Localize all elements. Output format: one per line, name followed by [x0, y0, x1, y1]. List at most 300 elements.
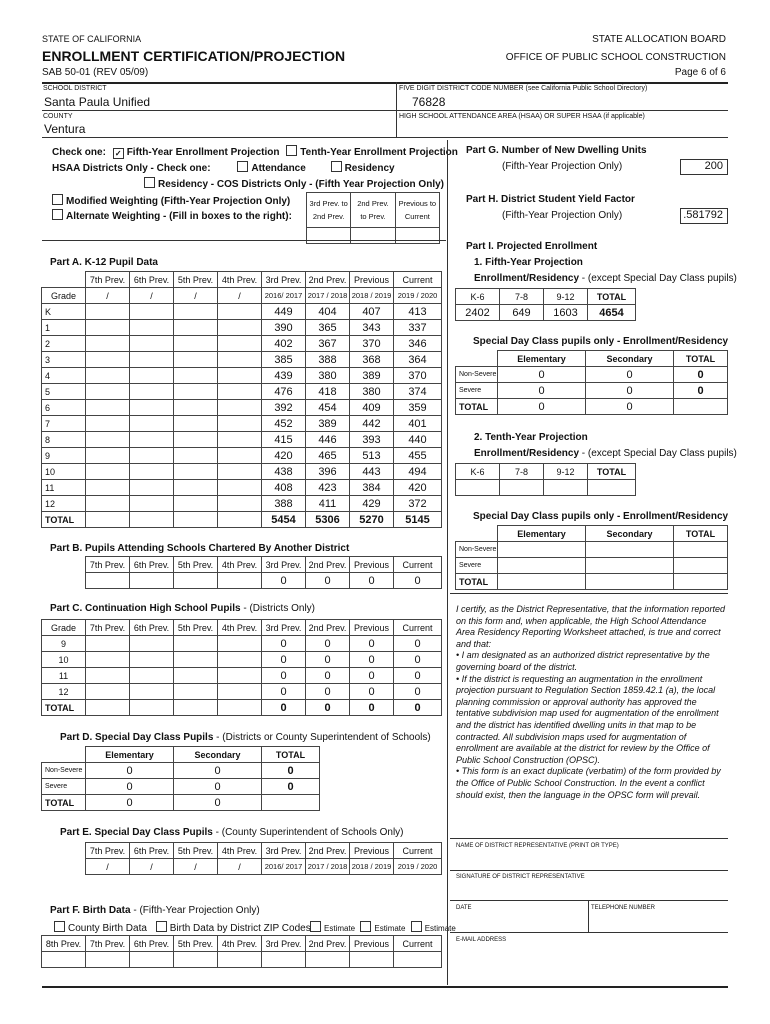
part-a-value-cell[interactable]: 442 — [350, 416, 394, 432]
part-a-empty-cell[interactable] — [174, 304, 218, 320]
part-a-empty-cell[interactable] — [174, 368, 218, 384]
date-field[interactable] — [450, 914, 588, 932]
tenth-sdc-cell[interactable] — [498, 542, 586, 558]
part-c-value-cell[interactable]: 0 — [394, 684, 442, 700]
table-row — [42, 668, 442, 684]
weighting-header-2: 2nd Prev. to Prev. — [351, 193, 395, 228]
part-a-empty-cell[interactable] — [130, 368, 174, 384]
part-a-value-cell[interactable]: 420 — [394, 480, 442, 496]
part-a-empty-cell[interactable] — [86, 384, 130, 400]
part-a-value-cell[interactable]: 494 — [394, 464, 442, 480]
part-d-value-cell[interactable]: 0 — [86, 763, 174, 779]
part-c-value-cell[interactable]: 0 — [262, 668, 306, 684]
part-a-total-cell[interactable] — [218, 512, 262, 528]
part-b-current[interactable]: 0 — [394, 573, 442, 589]
part-a-value-cell[interactable]: 408 — [262, 480, 306, 496]
sdc-value-cell[interactable] — [674, 399, 728, 415]
part-c-value-cell[interactable]: 0 — [394, 636, 442, 652]
part-c-empty-cell[interactable] — [86, 652, 130, 668]
part-a-total-cell[interactable] — [86, 512, 130, 528]
tenth-sdc-cell[interactable] — [586, 558, 674, 574]
grade-label: 5 — [42, 384, 86, 400]
part-f-cell[interactable] — [42, 952, 86, 968]
email-field[interactable] — [450, 946, 728, 966]
part-b-3rd[interactable]: 0 — [262, 573, 306, 589]
part-c-value-cell[interactable]: 0 — [394, 652, 442, 668]
residency-checkbox[interactable] — [331, 161, 342, 172]
part-a-value-cell[interactable]: 420 — [262, 448, 306, 464]
part-c-value-cell[interactable]: 0 — [350, 652, 394, 668]
part-a-total-2nd[interactable]: 5306 — [306, 512, 350, 528]
part-c-value-cell[interactable]: 0 — [262, 684, 306, 700]
part-a-empty-cell[interactable] — [174, 352, 218, 368]
part-a-value-cell[interactable]: 413 — [394, 304, 442, 320]
part-c-empty-cell[interactable] — [174, 652, 218, 668]
rep-name-field[interactable] — [450, 852, 728, 870]
part-c-value-cell[interactable]: 0 — [394, 668, 442, 684]
sdc-value-cell[interactable]: 0 — [674, 383, 728, 399]
part-a-empty-cell[interactable] — [86, 336, 130, 352]
part-e-title-row — [60, 827, 404, 838]
part-a-value-cell[interactable]: 380 — [306, 368, 350, 384]
tenth-col-912: 9-12 — [544, 464, 588, 480]
part-c-empty-cell[interactable] — [86, 636, 130, 652]
part-c-value-cell[interactable]: 0 — [350, 684, 394, 700]
part-h-title: Part H. District Student Yield Factor — [466, 194, 635, 205]
part-b-col: 2nd Prev. — [306, 557, 350, 573]
grade-label: K — [42, 304, 86, 320]
part-a-empty-cell[interactable] — [218, 304, 262, 320]
part-c-total-cell[interactable] — [174, 700, 218, 716]
state-label: STATE OF CALIFORNIA — [42, 34, 142, 44]
part-a-total-cell[interactable] — [174, 512, 218, 528]
part-c-col: 6th Prev. — [130, 620, 174, 636]
part-a-empty-cell[interactable] — [130, 496, 174, 512]
part-c-empty-cell[interactable] — [174, 684, 218, 700]
part-a-empty-cell[interactable] — [86, 352, 130, 368]
part-a-value-cell[interactable]: 429 — [350, 496, 394, 512]
estimate-checkbox-3[interactable] — [411, 921, 422, 932]
part-a-empty-cell[interactable] — [218, 320, 262, 336]
part-a-empty-cell[interactable] — [218, 336, 262, 352]
part-a-grade-header: Grade — [42, 288, 86, 304]
part-d-row-label: Severe — [42, 779, 86, 795]
part-a-empty-cell[interactable] — [86, 496, 130, 512]
part-e-slash: / — [86, 859, 130, 875]
part-a-empty-cell[interactable] — [130, 336, 174, 352]
grade-label: 7 — [42, 416, 86, 432]
part-a-value-cell[interactable]: 455 — [394, 448, 442, 464]
table-row — [42, 432, 442, 448]
part-a-empty-cell[interactable] — [174, 336, 218, 352]
part-c-col: 5th Prev. — [174, 620, 218, 636]
sdc-value-cell[interactable]: 0 — [498, 367, 586, 383]
part-a-value-cell[interactable]: 401 — [394, 416, 442, 432]
grade-label: 6 — [42, 400, 86, 416]
part-f-cell[interactable] — [262, 952, 306, 968]
part-g-title: Part G. Number of New Dwelling Units — [466, 145, 647, 156]
part-c-value-cell[interactable]: 0 — [350, 636, 394, 652]
attendance-checkbox[interactable] — [237, 161, 248, 172]
tenth-sdc-col-total: TOTAL — [674, 526, 728, 542]
part-a-value-cell[interactable]: 411 — [306, 496, 350, 512]
part-a-empty-cell[interactable] — [174, 400, 218, 416]
tenth-cell[interactable] — [500, 480, 544, 496]
part-a-empty-cell[interactable] — [174, 496, 218, 512]
part-i-fifth-title: 1. Fifth-Year Projection — [474, 257, 583, 268]
tenth-sdc-cell[interactable] — [674, 558, 728, 574]
part-c-col: 7th Prev. — [86, 620, 130, 636]
tenth-cell[interactable] — [456, 480, 500, 496]
part-a-value-cell[interactable]: 389 — [306, 416, 350, 432]
part-a-empty-cell[interactable] — [218, 432, 262, 448]
weighting-input-1[interactable] — [307, 228, 351, 244]
part-e-col: Previous — [350, 843, 394, 859]
district-code-field[interactable]: 76828 — [412, 95, 446, 109]
tenth-year-checkbox[interactable] — [286, 145, 297, 156]
sdc-value-cell[interactable]: 0 — [674, 367, 728, 383]
part-a-empty-cell[interactable] — [218, 384, 262, 400]
alternate-weighting-checkbox[interactable] — [52, 209, 63, 220]
part-a-empty-cell[interactable] — [130, 480, 174, 496]
fifth-year-checkbox[interactable]: ✓ — [113, 148, 124, 159]
part-h-sub: (Fifth-Year Projection Only) — [502, 210, 623, 221]
part-a-value-cell[interactable]: 372 — [394, 496, 442, 512]
part-a-empty-cell[interactable] — [130, 320, 174, 336]
part-f-cell[interactable] — [130, 952, 174, 968]
part-a-value-cell[interactable]: 402 — [262, 336, 306, 352]
part-a-value-cell[interactable]: 396 — [306, 464, 350, 480]
part-a-value-cell[interactable]: 409 — [350, 400, 394, 416]
part-c-empty-cell[interactable] — [86, 684, 130, 700]
estimate-checkbox-1[interactable] — [310, 921, 321, 932]
part-a-value-cell[interactable]: 385 — [262, 352, 306, 368]
part-e-col: 4th Prev. — [218, 843, 262, 859]
part-c-empty-cell[interactable] — [130, 652, 174, 668]
part-b-col: 4th Prev. — [218, 557, 262, 573]
sdc-value-cell[interactable]: 0 — [586, 367, 674, 383]
part-a-value-cell[interactable]: 404 — [306, 304, 350, 320]
part-i-col-k6: K-6 — [456, 289, 500, 305]
part-d-value-cell[interactable]: 0 — [86, 779, 174, 795]
part-a-empty-cell[interactable] — [174, 416, 218, 432]
part-a-empty-cell[interactable] — [130, 384, 174, 400]
sdc-value-cell[interactable]: 0 — [498, 399, 586, 415]
part-c-total-3rd[interactable]: 0 — [262, 700, 306, 716]
part-d-value-cell[interactable]: 0 — [262, 779, 320, 795]
date-label: DATE — [456, 905, 472, 911]
part-c-value-cell[interactable]: 0 — [306, 652, 350, 668]
part-c-title: Part C. Continuation High School Pupils — [50, 603, 241, 614]
sdc-value-cell[interactable]: 0 — [586, 383, 674, 399]
part-a-value-cell[interactable]: 368 — [350, 352, 394, 368]
part-a-empty-cell[interactable] — [174, 480, 218, 496]
part-c-total-cell[interactable] — [86, 700, 130, 716]
estimate-checkbox-2[interactable] — [360, 921, 371, 932]
cert-paragraph: I certify, as the District Representative, that the information reported on this form and, when applicable, the High School Attendance Area Residency Reporting Worksheet attached, is true and correct and that: — [456, 604, 725, 649]
part-c-empty-cell[interactable] — [86, 668, 130, 684]
part-i-78-value[interactable]: 649 — [500, 305, 544, 321]
part-b-col: Previous — [350, 557, 394, 573]
part-i-title: Part I. Projected Enrollment — [466, 241, 598, 252]
part-a-year: 2017 / 2018 — [306, 288, 350, 304]
attendance-label: Attendance — [251, 163, 306, 174]
part-d-col-secondary: Secondary — [174, 747, 262, 763]
part-c-empty-cell[interactable] — [218, 668, 262, 684]
part-a-empty-cell[interactable] — [86, 320, 130, 336]
modified-weighting-checkbox[interactable] — [52, 194, 63, 205]
part-a-total-label: TOTAL — [42, 512, 86, 528]
part-a-empty-cell[interactable] — [174, 448, 218, 464]
part-a-empty-cell[interactable] — [218, 416, 262, 432]
part-b-previous[interactable]: 0 — [350, 573, 394, 589]
part-c-empty-cell[interactable] — [218, 636, 262, 652]
part-f-col: 3rd Prev. — [262, 936, 306, 952]
part-a-value-cell[interactable]: 452 — [262, 416, 306, 432]
part-a-empty-cell[interactable] — [218, 400, 262, 416]
part-a-col-4th: 4th Prev. — [218, 272, 262, 288]
part-a-empty-cell[interactable] — [174, 432, 218, 448]
weighting-input-3[interactable] — [395, 228, 439, 244]
part-a-value-cell[interactable]: 438 — [262, 464, 306, 480]
part-c-empty-cell[interactable] — [174, 668, 218, 684]
part-c-value-cell[interactable]: 0 — [306, 636, 350, 652]
zip-birth-checkbox[interactable] — [156, 921, 167, 932]
part-b-col: 7th Prev. — [86, 557, 130, 573]
part-a-value-cell[interactable]: 384 — [350, 480, 394, 496]
part-c-total-cell[interactable] — [218, 700, 262, 716]
part-a-value-cell[interactable]: 418 — [306, 384, 350, 400]
tenth-cell[interactable] — [544, 480, 588, 496]
tenth-year-label: Tenth-Year Enrollment Projection — [300, 147, 458, 158]
part-a-empty-cell[interactable] — [218, 352, 262, 368]
part-a-value-cell[interactable]: 364 — [394, 352, 442, 368]
part-a-value-cell[interactable]: 415 — [262, 432, 306, 448]
part-c-col: 3rd Prev. — [262, 620, 306, 636]
part-i-tenth-title: 2. Tenth-Year Projection — [474, 432, 588, 443]
cert-paragraph: • I am designated as an authorized district representative by the governing board of the district. — [456, 650, 710, 672]
part-a-value-cell[interactable]: 388 — [262, 496, 306, 512]
part-a-value-cell[interactable]: 365 — [306, 320, 350, 336]
part-a-empty-cell[interactable] — [174, 384, 218, 400]
tenth-sdc-cell[interactable] — [674, 542, 728, 558]
part-d-value-cell[interactable]: 0 — [262, 763, 320, 779]
part-f-cell[interactable] — [350, 952, 394, 968]
part-a-value-cell[interactable]: 337 — [394, 320, 442, 336]
part-a-slash: / — [86, 288, 130, 304]
part-a-empty-cell[interactable] — [86, 448, 130, 464]
part-a-empty-cell[interactable] — [86, 304, 130, 320]
part-a-empty-cell[interactable] — [130, 352, 174, 368]
part-d-value-cell[interactable]: 0 — [174, 763, 262, 779]
part-a-empty-cell[interactable] — [86, 464, 130, 480]
part-f-cell[interactable] — [174, 952, 218, 968]
part-b-cell[interactable] — [130, 573, 174, 589]
part-a-empty-cell[interactable] — [86, 400, 130, 416]
part-c-table — [41, 619, 442, 716]
part-c-total-current[interactable]: 0 — [394, 700, 442, 716]
part-a-empty-cell[interactable] — [130, 416, 174, 432]
part-a-value-cell[interactable]: 346 — [394, 336, 442, 352]
hsaa-label: HIGH SCHOOL ATTENDANCE AREA (HSAA) OR SUPER HSAA (if applicable) — [399, 113, 645, 120]
part-a-value-cell[interactable]: 407 — [350, 304, 394, 320]
part-a-value-cell[interactable]: 388 — [306, 352, 350, 368]
part-i-912-value[interactable]: 1603 — [544, 305, 588, 321]
part-a-value-cell[interactable]: 393 — [350, 432, 394, 448]
part-c-value-cell[interactable]: 0 — [262, 636, 306, 652]
part-a-empty-cell[interactable] — [218, 496, 262, 512]
part-d-value-cell[interactable]: 0 — [174, 779, 262, 795]
part-a-value-cell[interactable]: 476 — [262, 384, 306, 400]
part-a-empty-cell[interactable] — [218, 368, 262, 384]
part-a-empty-cell[interactable] — [130, 304, 174, 320]
part-f-col: 4th Prev. — [218, 936, 262, 952]
part-f-subtitle: - (Fifth-Year Projection Only) — [130, 905, 260, 916]
tenth-sdc-cell[interactable] — [586, 574, 674, 590]
part-a-value-cell[interactable]: 513 — [350, 448, 394, 464]
part-c-total-previous[interactable]: 0 — [350, 700, 394, 716]
part-f-title-row — [50, 905, 260, 916]
part-c-subtitle: - (Districts Only) — [240, 603, 316, 614]
tenth-sdc-cell[interactable] — [674, 574, 728, 590]
part-c-total-2nd[interactable]: 0 — [306, 700, 350, 716]
part-a-value-cell[interactable]: 443 — [350, 464, 394, 480]
part-a-value-cell[interactable]: 449 — [262, 304, 306, 320]
table-row — [42, 400, 442, 416]
part-a-value-cell[interactable]: 439 — [262, 368, 306, 384]
certification-text — [456, 604, 726, 801]
part-a-col-previous: Previous — [350, 272, 394, 288]
part-f-cell[interactable] — [86, 952, 130, 968]
tenth-sdc-cell[interactable] — [498, 574, 586, 590]
part-a-year: 2019 / 2020 — [394, 288, 442, 304]
part-a-value-cell[interactable]: 389 — [350, 368, 394, 384]
part-h-value[interactable]: .581792 — [680, 208, 728, 224]
part-f-cell[interactable] — [394, 952, 442, 968]
part-c-empty-cell[interactable] — [130, 684, 174, 700]
part-i-col-912: 9-12 — [544, 289, 588, 305]
district-field[interactable]: Santa Paula Unified — [44, 95, 151, 109]
part-b-cell[interactable] — [86, 573, 130, 589]
part-i-sdc-title: Special Day Class pupils only - Enrollment/Residency — [473, 336, 729, 347]
part-a-empty-cell[interactable] — [218, 448, 262, 464]
part-a-value-cell[interactable]: 390 — [262, 320, 306, 336]
part-c-empty-cell[interactable] — [174, 636, 218, 652]
part-c-value-cell[interactable]: 0 — [350, 668, 394, 684]
part-c-empty-cell[interactable] — [218, 652, 262, 668]
part-d-value-cell[interactable]: 0 — [174, 795, 262, 811]
part-i-tenth-table — [455, 463, 636, 496]
part-a-total-previous[interactable]: 5270 — [350, 512, 394, 528]
part-i-k6-value[interactable]: 2402 — [456, 305, 500, 321]
part-a-empty-cell[interactable] — [130, 400, 174, 416]
part-c-value-cell[interactable]: 0 — [306, 668, 350, 684]
part-a-empty-cell[interactable] — [130, 432, 174, 448]
part-a-value-cell[interactable]: 359 — [394, 400, 442, 416]
part-i-total-value[interactable]: 4654 — [588, 305, 636, 321]
part-c-empty-cell[interactable] — [130, 636, 174, 652]
part-d-value-cell[interactable] — [262, 795, 320, 811]
cos-checkbox[interactable] — [144, 177, 155, 188]
tenth-cell[interactable] — [588, 480, 636, 496]
part-a-total-cell[interactable] — [130, 512, 174, 528]
county-field[interactable]: Ventura — [44, 122, 86, 136]
district-label: SCHOOL DISTRICT — [43, 85, 107, 92]
county-birth-checkbox[interactable] — [54, 921, 65, 932]
sdc-value-cell[interactable]: 0 — [498, 383, 586, 399]
part-e-col: 3rd Prev. — [262, 843, 306, 859]
part-a-total-3rd[interactable]: 5454 — [262, 512, 306, 528]
part-f-col: Previous — [350, 936, 394, 952]
table-row — [42, 320, 442, 336]
grade-label: 2 — [42, 336, 86, 352]
table-row — [42, 368, 442, 384]
part-f-cell[interactable] — [218, 952, 262, 968]
table-row — [42, 795, 320, 811]
rep-signature-field[interactable] — [450, 884, 728, 900]
phone-field[interactable] — [589, 914, 728, 932]
part-a-empty-cell[interactable] — [86, 432, 130, 448]
part-a-col-3rd: 3rd Prev. — [262, 272, 306, 288]
part-a-total-current[interactable]: 5145 — [394, 512, 442, 528]
tenth-sdc-cell[interactable] — [498, 558, 586, 574]
part-g-value[interactable]: 200 — [680, 159, 728, 175]
part-a-value-cell[interactable]: 446 — [306, 432, 350, 448]
grade-label: 10 — [42, 652, 86, 668]
tenth-sdc-cell[interactable] — [586, 542, 674, 558]
part-a-empty-cell[interactable] — [86, 480, 130, 496]
part-c-total-cell[interactable] — [130, 700, 174, 716]
part-c-empty-cell[interactable] — [130, 668, 174, 684]
part-a-value-cell[interactable]: 465 — [306, 448, 350, 464]
grade-label: 12 — [42, 496, 86, 512]
part-c-value-cell[interactable]: 0 — [262, 652, 306, 668]
part-a-value-cell[interactable]: 367 — [306, 336, 350, 352]
part-a-value-cell[interactable]: 370 — [394, 368, 442, 384]
part-a-empty-cell[interactable] — [218, 480, 262, 496]
part-c-value-cell[interactable]: 0 — [306, 684, 350, 700]
part-a-empty-cell[interactable] — [130, 464, 174, 480]
part-a-value-cell[interactable]: 380 — [350, 384, 394, 400]
grade-label: 9 — [42, 448, 86, 464]
sdc-value-cell[interactable]: 0 — [586, 399, 674, 415]
table-row — [42, 464, 442, 480]
part-a-empty-cell[interactable] — [174, 320, 218, 336]
part-d-value-cell[interactable]: 0 — [86, 795, 174, 811]
part-a-value-cell[interactable]: 454 — [306, 400, 350, 416]
part-a-value-cell[interactable]: 370 — [350, 336, 394, 352]
part-a-empty-cell[interactable] — [130, 448, 174, 464]
cos-row — [144, 177, 444, 190]
part-a-value-cell[interactable]: 343 — [350, 320, 394, 336]
part-a-empty-cell[interactable] — [86, 368, 130, 384]
part-a-value-cell[interactable]: 423 — [306, 480, 350, 496]
part-b-cell[interactable] — [174, 573, 218, 589]
part-b-cell[interactable] — [218, 573, 262, 589]
weighting-input-2[interactable] — [351, 228, 395, 244]
part-f-cell[interactable] — [306, 952, 350, 968]
part-a-value-cell[interactable]: 392 — [262, 400, 306, 416]
part-d-row-label: Non-Severe — [42, 763, 86, 779]
part-a-empty-cell[interactable] — [218, 464, 262, 480]
part-a-value-cell[interactable]: 440 — [394, 432, 442, 448]
part-a-empty-cell[interactable] — [174, 464, 218, 480]
part-a-empty-cell[interactable] — [86, 416, 130, 432]
sdc-row-label: TOTAL — [456, 399, 498, 415]
part-b-2nd[interactable]: 0 — [306, 573, 350, 589]
part-a-value-cell[interactable]: 374 — [394, 384, 442, 400]
part-c-empty-cell[interactable] — [218, 684, 262, 700]
